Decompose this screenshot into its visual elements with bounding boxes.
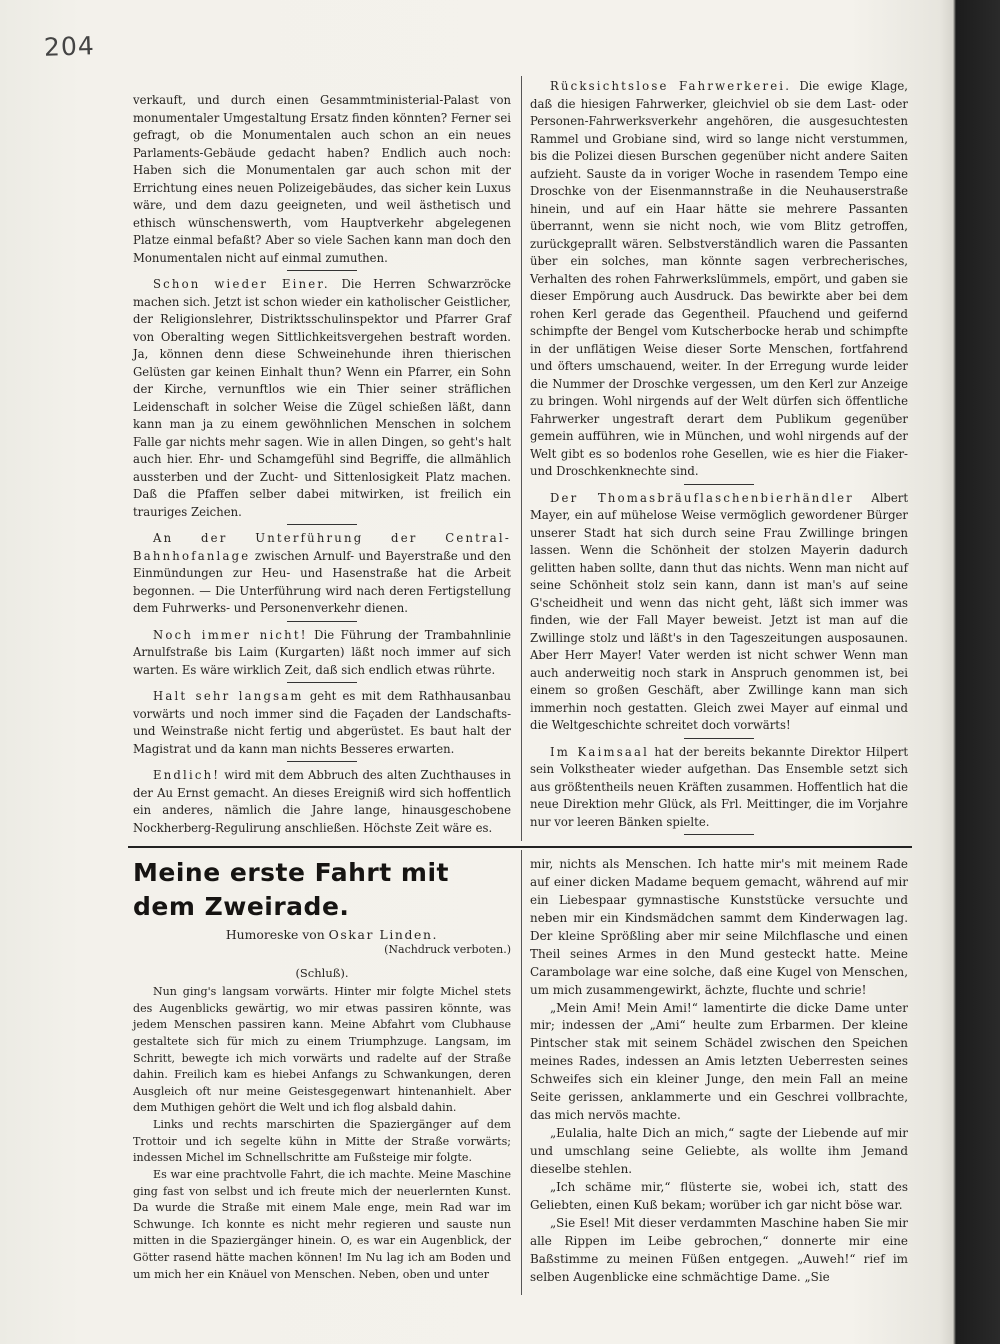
article-thomasbraeu [530,490,908,735]
separator-rule [287,524,357,525]
article-noch-immer-nicht [133,627,511,680]
separator-rule [287,761,357,762]
story-paragraph: „Eulalia, halte Dich an mich,“ sagte der Liebende auf mir und umschlang seine Geliebte, als wollte ihm Jemand dieselbe stehlen. [530,1126,908,1176]
article-schon-wieder-einer [133,276,511,521]
conclusion-marker: (Schluß). [295,966,349,980]
reprint-notice: (Nachdruck verboten.) [384,943,511,956]
story-paragraph: Es war eine prachtvolle Fahrt, die ich machte. Meine Maschine ging fast von selbst und ich freute mich der neuerlernten Kunst. Da wurde die Straße mit einem Male enge, mein Rad war im Schwunge. Ich konnte es nicht mehr regieren und sauste nun mitten in die Spaziergänger hinein. O, es war ein Augenblick, der Götter rasend hätte machen können! Im Nu lag ich am Boden und um mich her ein Knäuel von Menschen. Neben, oben und unter [133,1167,511,1281]
article-body: Albert Mayer, ein auf mühelose Weise vermöglich gewordener Bürger unserer Stadt hat sich durch seine Frau Zwillinge bringen lassen. Wenn die Schönheit der stolzen Mayerin dadurch gelitten haben sollte, dann thut das nichts. Wenn man nicht auf seine Schönheit stolz sein kann, dann ist man's auf seine G'scheidheit und wenn das nicht geht, läßt sich immer was finden, wie der Fall Mayer beweist. Jetzt ist man auf die Zwillinge stolz und läßt's in den Tageszeitungen ausposaunen. Aber Herr Mayer! Vater werden ist nicht schwer Wenn man auch anderweitig noch stark in Anspruch genommen ist, bei einem so großen Geschäft, aber Zwillinge kann man sich immerhin noch gestatten. Gleich zwei Mayer auf einmal und die Weltgeschichte schreitet doch vorwärts! [530,490,908,732]
story-column-left [133,852,511,1283]
article-body: Die ewige Klage, daß die hiesigen Fahrwerker, gleichviel ob sie dem Last- oder Personen-Fahrwerksverkehr angehören, die ausgesuchtesten Rammel und Grobiane sind, wird so lange nicht verstummen, bis die Polizei diesen Burschen gegenüber nicht andere Saiten aufzieht. Sauste da in voriger Woche in rasendem Tempo eine Droschke von der Eisenmannstraße in die Neuhauserstraße hinein, und auf ein Haar hätte sie mehrere Passanten überrannt, wenn sie nicht noch, wie vom Blitz getroffen, zurückgeprallt wären. Selbstverständlich waren die Passanten über ein solches, man könnte sagen verbrecherisches, Verhalten des rohen Fahrwerkslümmels, empört, und gaben sie dieser Empörung auch Ausdruck. Das bewirkte aber bei dem rohen Kerl gerade das Gegentheil. Pfauchend und geifernd schimpfte der Bengel vom Kutscherbocke herab und schimpfte in der unflätigen Weise dieser Sorte Menschen, fortfahrend und öfters umschauend, weiter. In der Erregung wurde leider die Nummer der Droschke vergessen, um den Kerl zur Anzeige zu bringen. Wohl nirgends auf der Welt dürfen sich öffentliche Fahrwerker ungestraft derart dem Publikum gegenüber gemein aufführen, wie in München, und wohl nirgends auf der Welt gibt es so bodenlos rohe Gesellen, wie es hier die Fiaker- und Droschkenknechte sind. [530,79,908,478]
separator-rule [684,738,754,739]
story-column-right [530,856,908,1287]
separator-rule [684,834,754,835]
article-heading: An der Unterführung der Central-Bahnhofanlage [133,531,511,563]
article-body: hat der bereits bekannte Direktor Hilpert sein Volkstheater wieder aufgethan. Das Ensemble setzt sich aus größtentheils neuen Kräften zusammen. Hoffentlich hat die neue Direktion mehr Glück, als Frl. Meittinger, die im Vorjahre nur vor leeren Bänken spielte. [530,744,908,829]
separator-rule [287,682,357,683]
story-paragraph: „Ich schäme mir,“ flüsterte sie, wobei ich, statt des Geliebten, einen Kuß bekam; worüber ich gar nicht böse war. [530,1179,908,1212]
article-fahrwerkerei [530,78,908,481]
article-body: wird mit dem Abbruch des alten Zuchthauses in der Au Ernst gemacht. An dieses Ereigniß wird sich hoffentlich ein anderes, nämlich die Jahre lange, hinausgeschobene Nockherberg-Regulirung anschließen. Höchste Zeit wäre es. [133,768,511,835]
separator-rule [287,621,357,622]
article-endlich [133,767,511,837]
article-body: Die Führung der Trambahnlinie Arnulfstraße bis Laim (Kurgarten) läßt noch immer auf sich warten. Es wäre wirklich Zeit, daß sich endlich etwas rührte. [133,627,511,677]
column-divider-bottom [521,850,522,1295]
article-unterfuehrung [133,530,511,618]
separator-rule [684,484,754,485]
article-body: zwischen Arnulf- und Bayerstraße und den Einmündungen zur Heu- und Hasenstraße hat die Arbeit begonnen. — Die Unterführung wird nach deren Fertigstellung dem Fuhrwerks- und Personenverkehr dienen. [133,548,511,615]
byline-author: Oskar Linden. [328,927,439,942]
story-paragraph: Links und rechts marschirten die Spaziergänger auf dem Trottoir und ich segelte kühn in Mitte der Straße vorwärts; indessen Michel im Schnellschritte am Fußsteige mir folgte. [133,1118,511,1165]
article-heading: Halt sehr langsam [153,689,304,703]
section-divider [128,846,912,848]
article-heading: Schon wieder Einer. [153,277,330,291]
article-kaimsaal [530,744,908,832]
left-column-top [133,92,511,837]
story-paragraph: „Sie Esel! Mit dieser verdammten Maschine haben Sie mir alle Rippen im Leibe gebrochen,“ donnerte mir eine Baßstimme zu meinen Füßen entgegen. „Auweh!“ rief im selben Augenblicke eine schmächtige Dame. „Sie [530,1215,908,1284]
story-paragraph: „Mein Ami! Mein Ami!“ lamentirte die dicke Dame unter mir; indessen der „Ami“ heulte zum Erbarmen. Der kleine Pintscher stak mit seinem Schädel zwischen den Speichen meines Rades, indessen an Amis letzten Ueberresten seines Schweifes sich ein kleiner Junge, den mein Fall an meine Seite gerissen, anklammerte und ein Geschrei vollbrachte, das mich nervös machte. [530,1000,908,1123]
article-heading: Der Thomasbräuflaschenbierhändler [550,490,854,505]
story-title: Meine erste Fahrt mit dem Zweirade. [133,858,449,921]
article-heading: Noch immer nicht! [153,627,308,642]
article-halt-sehr-langsam [133,688,511,758]
story-paragraph: Nun ging's langsam vorwärts. Hinter mir folgte Michel stets des Augenblicks gewärtig, wo mir etwas passiren könnte, was jedem Menschen passiren kann. Meine Abfahrt vom Clubhause gestaltete sich für mich zu einem Triumphzuge. Langsam, im Schritt, bewegte ich mich vorwärts und radelte auf der Straße dahin. Freilich kam es hiebei Anfangs zu Schwankungen, deren Ausgleich oft nur meine Geistesgegenwart hintenanhielt. Aber dem Muthigen gehört die Welt und ich flog alsbald dahin. [133,985,511,1115]
byline-prefix: Humoreske von [225,927,325,942]
separator-rule [287,270,357,271]
article-heading: Endlich! [153,768,221,782]
article-heading: Rücksichtslose Fahrwerkerei. [550,79,792,93]
article-body: Die Herren Schwarzröcke machen sich. Jetzt ist schon wieder ein katholischer Geistlicher, der Religionslehrer, Distriktsschulinspektor und Pfarrer Graf von Oberalting wegen Sittlichkeitsvergehen bestraft worden. Ja, können denn diese Schweinehunde ihren thierischen Gelüsten gar keinen Einhalt thun? Wenn ein Pfarrer, ein Sohn der Kirche, vernunftlos wie ein Thier seiner sträflichen Leidenschaft in solcher Weise die Zügel schießen läßt, dann kann man ja zu einem gewöhnlichen Menschen in solchem Falle gar nichts mehr sagen. Wie in allen Dingen, so geht's halt auch hier. Ehr- und Schamgefühl sind Begriffe, die allmählich aussterben und der Zucht- und Sittenlosigkeit Platz machen. Daß die Pfaffen selber dabei mitwirken, ist freilich ein trauriges Zeichen. [133,277,511,519]
story-paragraph: mir, nichts als Menschen. Ich hatte mir's mit meinem Rade auf einer dicken Madame bequem gemacht, während auf mir ein Liebespaar gymnastische Kunststücke versuchte und neben mir ein Kindsmädchen sammt dem Kinderwagen lag. Der kleine Sprößling aber mir seine Milchflasche und einen Theil seines Armes in den Mund gesteckt hatte. Meine Carambolage war eine solche, daß eine Kugel von Menschen, um mich zusammengewirkt, ächzte, fluchte und schrie! [530,857,908,997]
article-body: geht es mit dem Rathhausanbau vorwärts und noch immer sind die Façaden der Landschafts- und Weinstraße nicht fertig und abgerüstet. Es baut halt der Magistrat und da kann man nichts Besseres erwarten. [133,689,512,756]
column-divider-top [521,76,522,841]
article-continuation: verkauft, und durch einen Gesammtministerial-Palast von monumentaler Umgestaltung Ersatz finden könnten? Ferner sei gefragt, ob die Monumentalen auch schon an ein neues Parlaments-Gebäude gedacht haben? Endlich auch noch: Haben sich die Monumentalen gar auch schon mit der Errichtung eines neuen Polizeigebäudes, das sicher kein Luxus wäre, und dem dazu geeigneten, und weil ästhetisch und ethisch wünschenswerth, vom Hauptverkehr abgelegenen Platze einmal befaßt? Aber so viele Sachen kann man doch den Monumentalen nicht auf einmal zumuthen. [133,93,511,265]
page-number: 204 [43,31,96,62]
right-column-top [530,78,908,840]
article-heading: Im Kaimsaal [550,744,650,759]
